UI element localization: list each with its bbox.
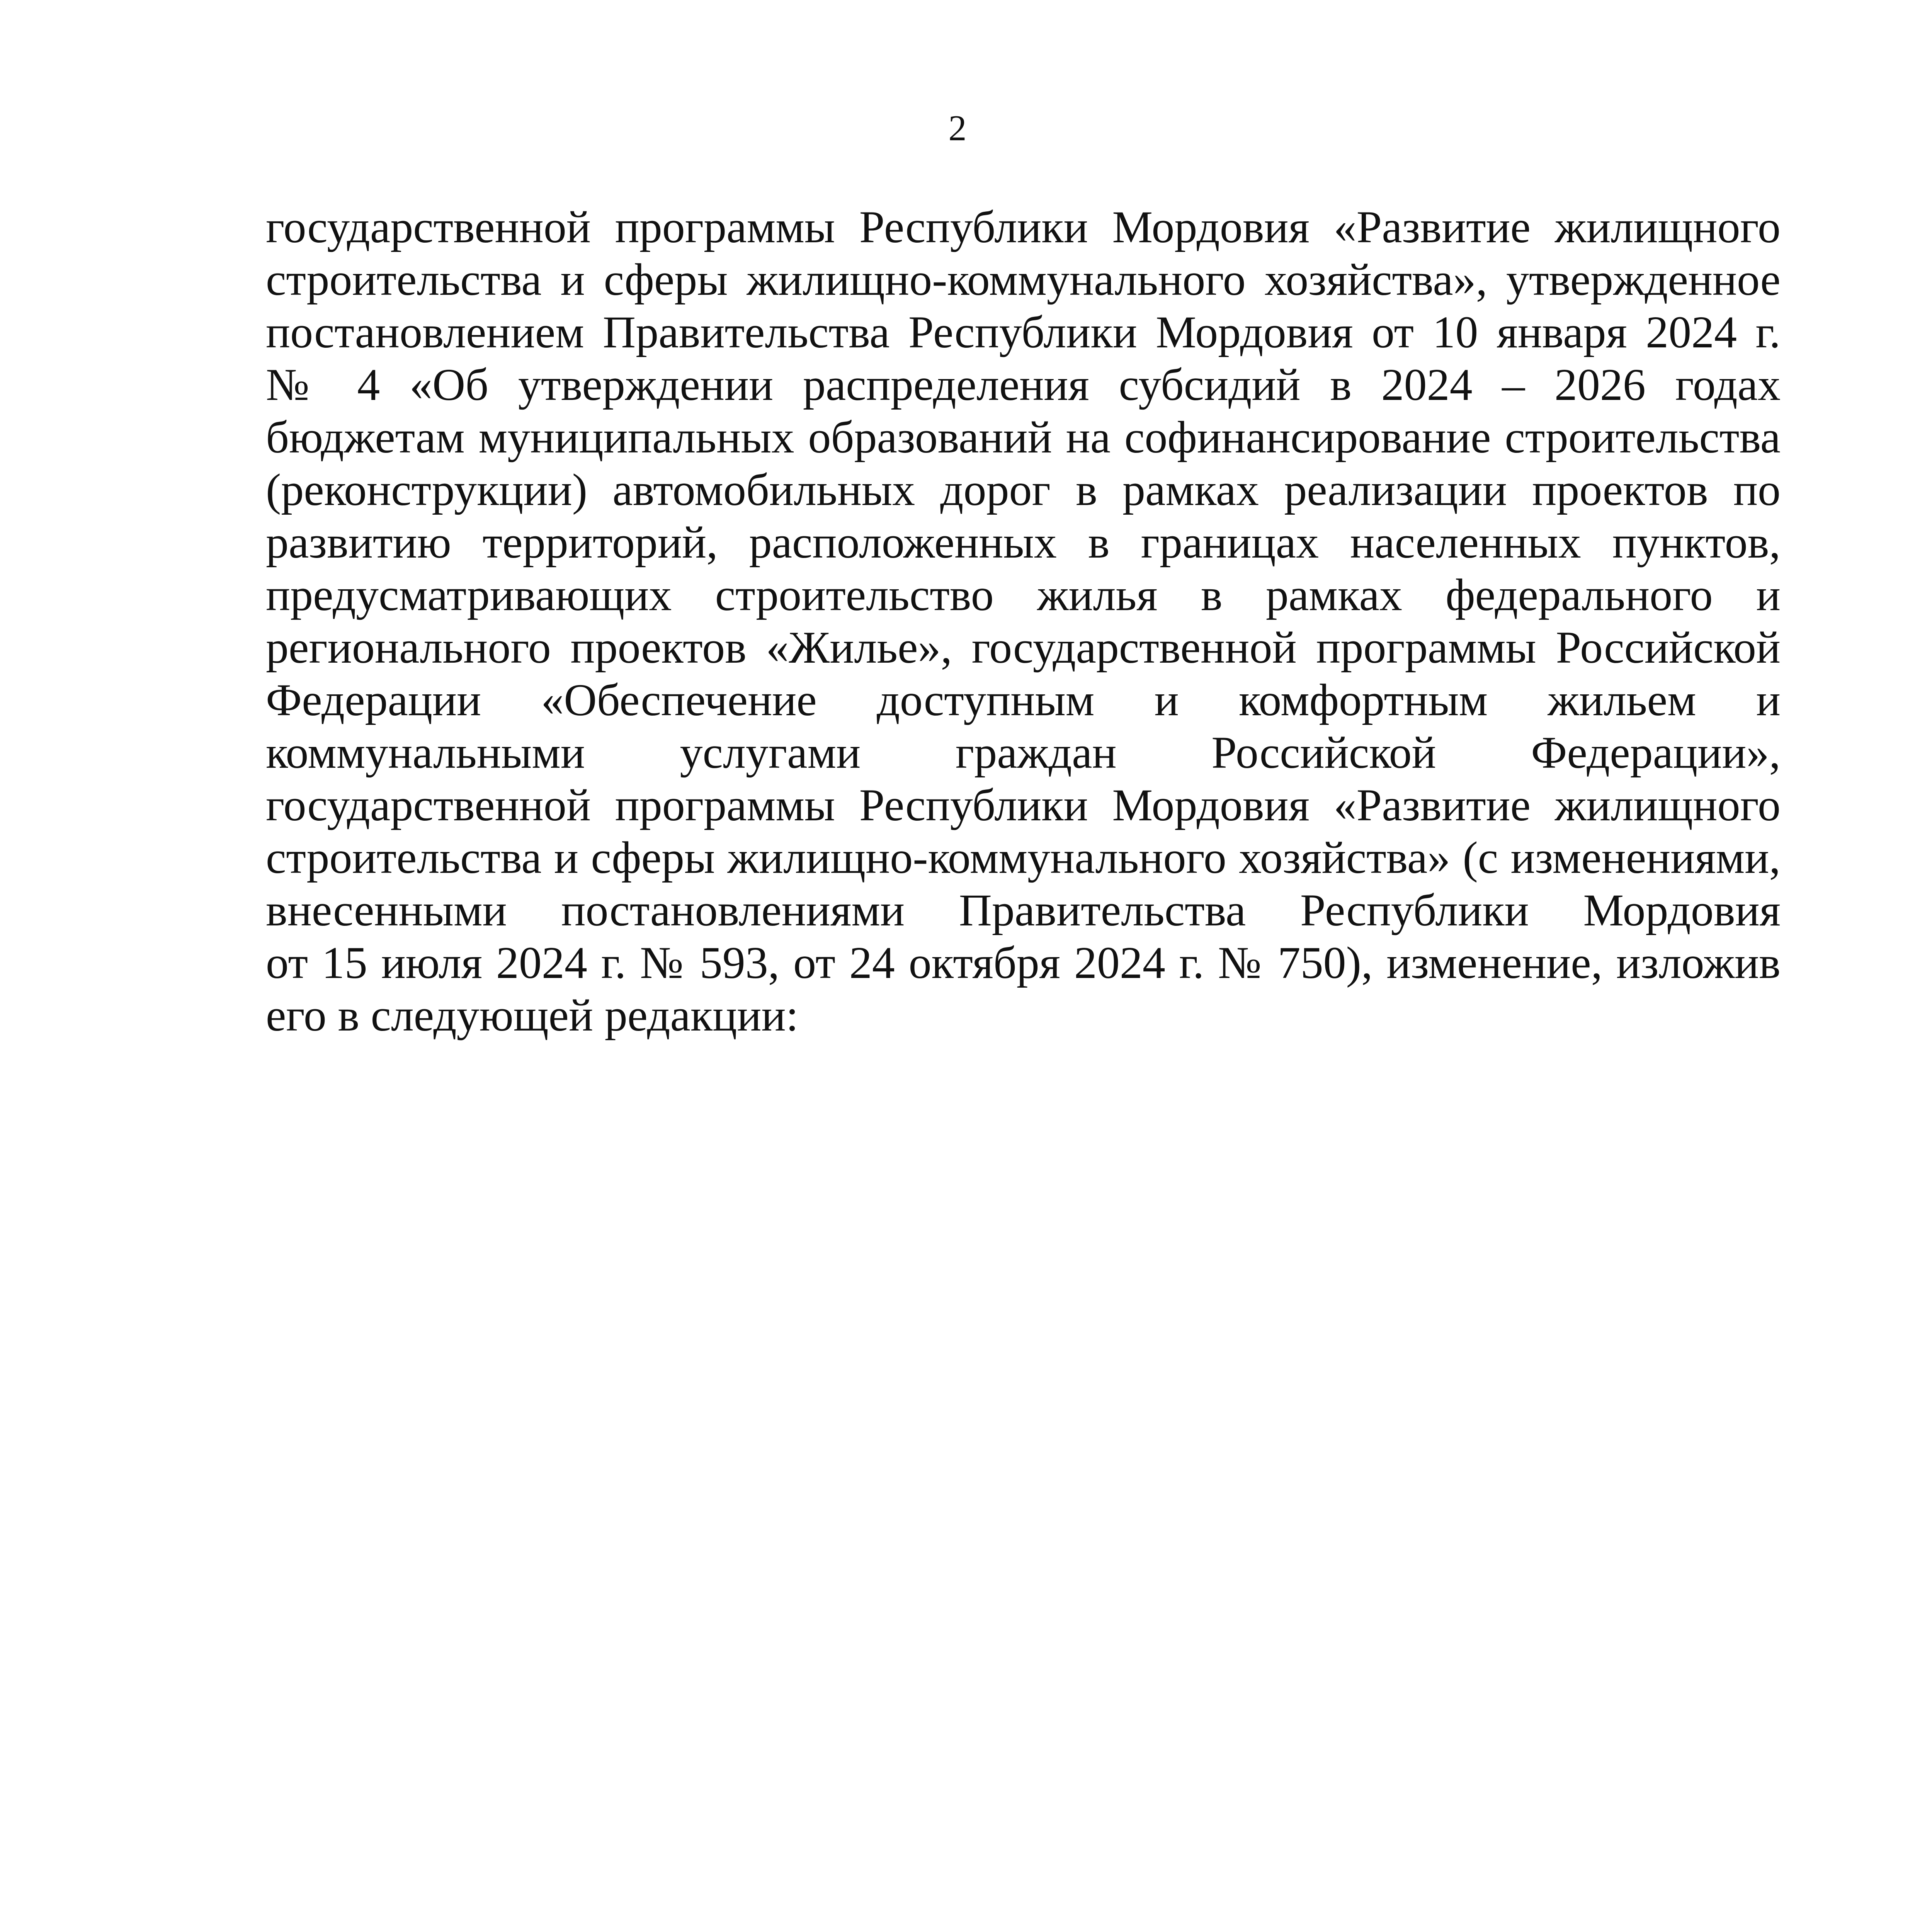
paragraph-line-7: развитию территорий, расположенных в границах населенных пунктов,: [266, 517, 1781, 568]
document-paragraph: [266, 201, 1781, 1042]
paragraph-line-5: бюджетам муниципальных образований на софинансирование строительства: [266, 412, 1781, 463]
paragraph-line-1: государственной программы Республики Мордовия «Развитие жилищного: [266, 202, 1781, 252]
paragraph-line-2: строительства и сферы жилищно-коммунального хозяйства», утвержденное: [266, 254, 1781, 305]
paragraph-line-9: регионального проектов «Жилье», государственной программы Российской: [266, 622, 1781, 673]
paragraph-line-8: предусматривающих строительство жилья в рамках федерального и: [266, 570, 1781, 620]
paragraph-line-6: (реконструкции) автомобильных дорог в рамках реализации проектов по: [266, 464, 1781, 515]
paragraph-line-15: от 15 июля 2024 г. № 593, от 24 октября 2024 г. № 750), изменение, изложив: [266, 937, 1781, 988]
paragraph-line-16: его в следующей редакции:: [266, 990, 799, 1041]
paragraph-line-13: строительства и сферы жилищно-коммунального хозяйства» (с изменениями,: [266, 832, 1781, 883]
paragraph-line-14: внесенными постановлениями Правительства Республики Мордовия: [266, 885, 1781, 935]
page-number: 2: [948, 108, 967, 148]
paragraph-line-11: коммунальными услугами граждан Российской Федерации»,: [266, 727, 1781, 778]
paragraph-line-4: № 4 «Об утверждении распределения субсидий в 2024 – 2026 годах: [266, 359, 1781, 410]
paragraph-line-12: государственной программы Республики Мордовия «Развитие жилищного: [266, 780, 1781, 830]
paragraph-line-10: Федерации «Обеспечение доступным и комфортным жильем и: [266, 675, 1781, 725]
paragraph-line-3: постановлением Правительства Республики Мордовия от 10 января 2024 г.: [266, 307, 1781, 357]
